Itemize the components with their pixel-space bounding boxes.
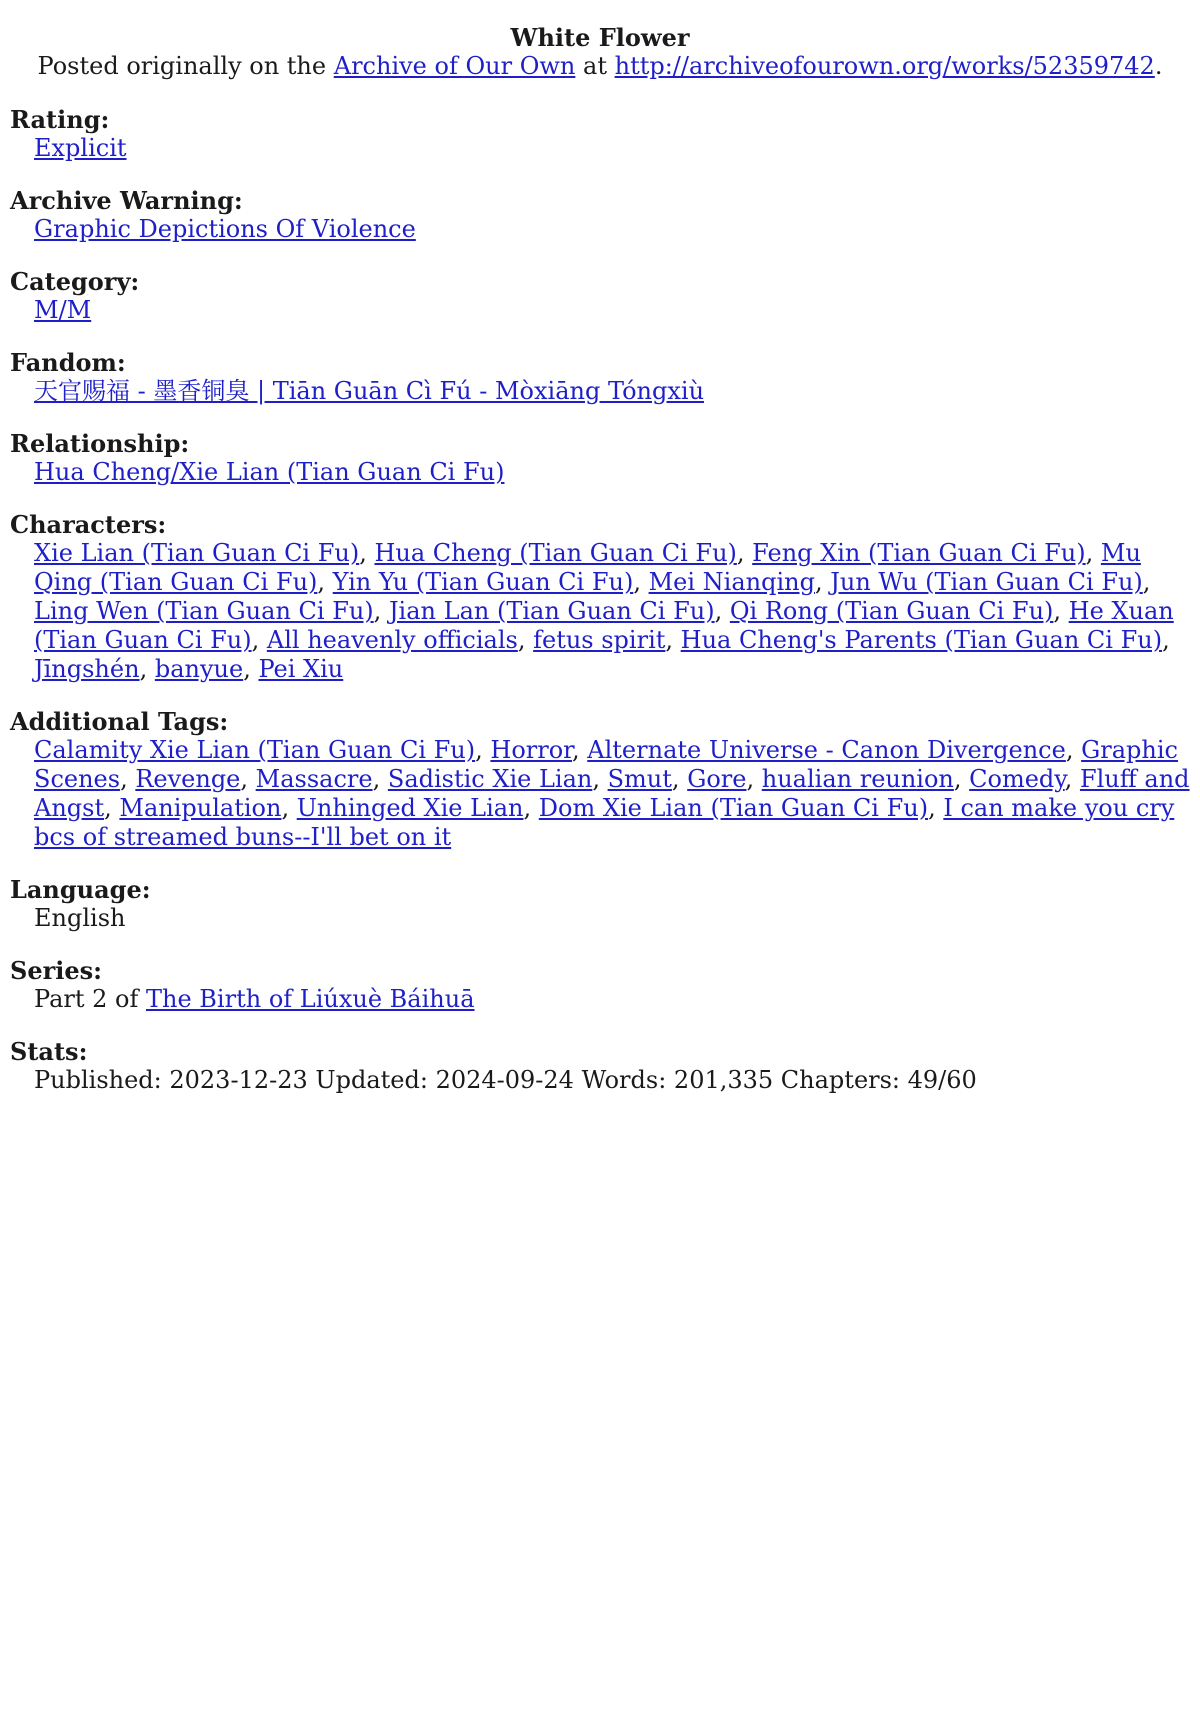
language-section	[10, 875, 1190, 933]
tag-separator: ,	[592, 765, 608, 793]
characters-value	[10, 539, 1190, 684]
additional-tags-tag-link[interactable]: Smut	[607, 765, 672, 793]
work-metadata	[0, 105, 1200, 852]
tag-separator: ,	[523, 794, 539, 822]
work-url-link[interactable]: http://archiveofourown.org/works/52359742	[614, 52, 1155, 80]
archive-warning-label: Archive Warning:	[10, 186, 243, 215]
rating-section	[10, 105, 1190, 163]
fandom-section	[10, 348, 1190, 406]
additional-tags-tag-link[interactable]: Unhinged Xie Lian	[296, 794, 524, 822]
series-link[interactable]: The Birth of Liúxuè Báihuā	[146, 985, 475, 1013]
characters-tag-link[interactable]: Jun Wu (Tian Guan Ci Fu)	[830, 568, 1143, 596]
category-label: Category:	[10, 267, 140, 296]
additional-tags-tag-link[interactable]: Manipulation	[119, 794, 282, 822]
tag-separator: ,	[746, 765, 762, 793]
additional-tags-tag-link[interactable]: Dom Xie Lian (Tian Guan Ci Fu)	[538, 794, 929, 822]
tag-separator: ,	[953, 765, 970, 793]
characters-tag-link[interactable]: All heavenly officials	[266, 626, 518, 654]
relationship-tag-link[interactable]: Hua Cheng/Xie Lian (Tian Guan Ci Fu)	[34, 458, 505, 486]
tag-separator: ,	[475, 736, 491, 764]
tag-separator: ,	[736, 539, 753, 567]
fandom-label: Fandom:	[10, 348, 126, 377]
document-page	[0, 23, 1200, 1720]
additional-tags-tag-link[interactable]: Graphic Scenes	[34, 736, 1178, 793]
fandom-tag-link[interactable]: 天官赐福 - 墨香铜臭 | Tiān Guān Cì Fú - Mòxiāng Tóngxiù	[34, 377, 705, 405]
relationship-section	[10, 429, 1190, 487]
characters-tag-link[interactable]: Hua Cheng (Tian Guan Ci Fu)	[374, 539, 737, 567]
posted-prefix: Posted originally on the	[37, 52, 327, 80]
rating-value	[10, 134, 1190, 163]
tag-separator: ,	[714, 597, 730, 625]
series-label: Series:	[10, 956, 103, 985]
series-prefix: Part 2 of	[34, 985, 139, 1013]
additional-tags-tag-link[interactable]: Sadistic Xie Lian	[387, 765, 593, 793]
stats-section	[10, 1037, 1190, 1095]
characters-tag-link[interactable]: banyue	[154, 655, 244, 683]
tag-separator: ,	[240, 765, 256, 793]
tag-separator: ,	[317, 568, 333, 596]
additional-tags-tag-link[interactable]: Calamity Xie Lian (Tian Guan Ci Fu)	[34, 736, 476, 764]
rating-label: Rating:	[10, 105, 110, 134]
tag-separator: ,	[633, 568, 649, 596]
tag-separator: ,	[251, 626, 267, 654]
tag-separator: ,	[359, 539, 375, 567]
characters-section	[10, 510, 1190, 684]
tag-separator: ,	[517, 626, 534, 654]
archive-warning-section	[10, 186, 1190, 244]
additional-tags-label: Additional Tags:	[10, 707, 229, 736]
tag-separator: ,	[1142, 568, 1151, 596]
tag-separator: ,	[1085, 539, 1101, 567]
characters-tag-link[interactable]: Jian Lan (Tian Guan Ci Fu)	[388, 597, 715, 625]
category-section	[10, 267, 1190, 325]
additional-tags-tag-link[interactable]: Horror	[490, 736, 573, 764]
tag-separator: ,	[104, 794, 120, 822]
characters-tag-link[interactable]: Hua Cheng's Parents (Tian Guan Ci Fu)	[680, 626, 1163, 654]
stats-value: Published: 2023-12-23 Updated: 2024-09-24 Words: 201,335 Chapters: 49/60	[34, 1066, 977, 1094]
category-value	[10, 296, 1190, 325]
characters-tag-link[interactable]: Mei Nianqing	[648, 568, 815, 596]
additional-tags-tag-link[interactable]: Alternate Universe - Canon Divergence	[587, 736, 1066, 764]
tag-separator: ,	[139, 655, 155, 683]
tag-separator: ,	[281, 794, 297, 822]
additional-tags-tag-link[interactable]: Revenge	[135, 765, 241, 793]
tag-separator: ,	[373, 597, 389, 625]
additional-tags-tag-link[interactable]: Gore	[687, 765, 747, 793]
tag-separator: ,	[243, 655, 259, 683]
tag-separator: ,	[1162, 626, 1170, 654]
tag-separator: ,	[665, 626, 681, 654]
category-tag-link[interactable]: M/M	[34, 296, 92, 324]
characters-tag-link[interactable]: He Xuan (Tian Guan Ci Fu)	[34, 597, 1174, 654]
characters-tag-link[interactable]: Ling Wen (Tian Guan Ci Fu)	[34, 597, 374, 625]
relationship-value	[10, 458, 1190, 487]
series-value	[10, 985, 1190, 1014]
work-title: White Flower	[510, 23, 690, 52]
additional-tags-tag-link[interactable]: Fluff and Angst	[34, 765, 1190, 822]
archive-link[interactable]: Archive of Our Own	[333, 52, 576, 80]
language-value: English	[34, 904, 126, 932]
characters-tag-link[interactable]: Xie Lian (Tian Guan Ci Fu)	[34, 539, 360, 567]
tag-separator: ,	[572, 736, 588, 764]
tag-separator: ,	[814, 568, 831, 596]
relationship-label: Relationship:	[10, 429, 190, 458]
additional-tags-tag-link[interactable]: hualian reunion	[761, 765, 954, 793]
characters-tag-link[interactable]: Feng Xin (Tian Guan Ci Fu)	[752, 539, 1086, 567]
additional-tags-value	[10, 736, 1190, 852]
characters-tag-link[interactable]: Jīngshén	[34, 655, 140, 683]
series-section	[10, 956, 1190, 1014]
posted-suffix: .	[1154, 52, 1163, 80]
additional-tags-tag-link[interactable]: I can make you cry bcs of streamed buns--I'll bet on it	[34, 794, 1175, 851]
additional-tags-tag-link[interactable]: Massacre	[255, 765, 373, 793]
characters-tag-link[interactable]: Pei Xiu	[258, 655, 344, 683]
tag-separator: ,	[372, 765, 388, 793]
characters-tag-link[interactable]: Yin Yu (Tian Guan Ci Fu)	[332, 568, 634, 596]
rating-tag-link[interactable]: Explicit	[34, 134, 127, 162]
fandom-value	[10, 377, 1190, 406]
tag-separator: ,	[671, 765, 688, 793]
language-label: Language:	[10, 875, 151, 904]
characters-tag-link[interactable]: Mu Qing (Tian Guan Ci Fu)	[34, 539, 1141, 596]
posted-originally-line	[0, 52, 1200, 81]
tag-separator: ,	[120, 765, 136, 793]
tag-separator: ,	[1053, 597, 1069, 625]
additional-tags-tag-link[interactable]: Comedy	[969, 765, 1065, 793]
characters-tag-link[interactable]: fetus spirit	[533, 626, 666, 654]
tag-separator: ,	[1064, 765, 1080, 793]
posted-middle: at	[583, 52, 607, 80]
tag-separator: ,	[1065, 736, 1082, 764]
archive-warning-value	[10, 215, 1190, 244]
tag-separator: ,	[928, 794, 944, 822]
archive-warning-tag-link[interactable]: Graphic Depictions Of Violence	[34, 215, 416, 243]
stats-label: Stats:	[10, 1037, 88, 1066]
characters-tag-link[interactable]: Qi Rong (Tian Guan Ci Fu)	[729, 597, 1054, 625]
characters-label: Characters:	[10, 510, 167, 539]
additional-tags-section	[10, 707, 1190, 852]
